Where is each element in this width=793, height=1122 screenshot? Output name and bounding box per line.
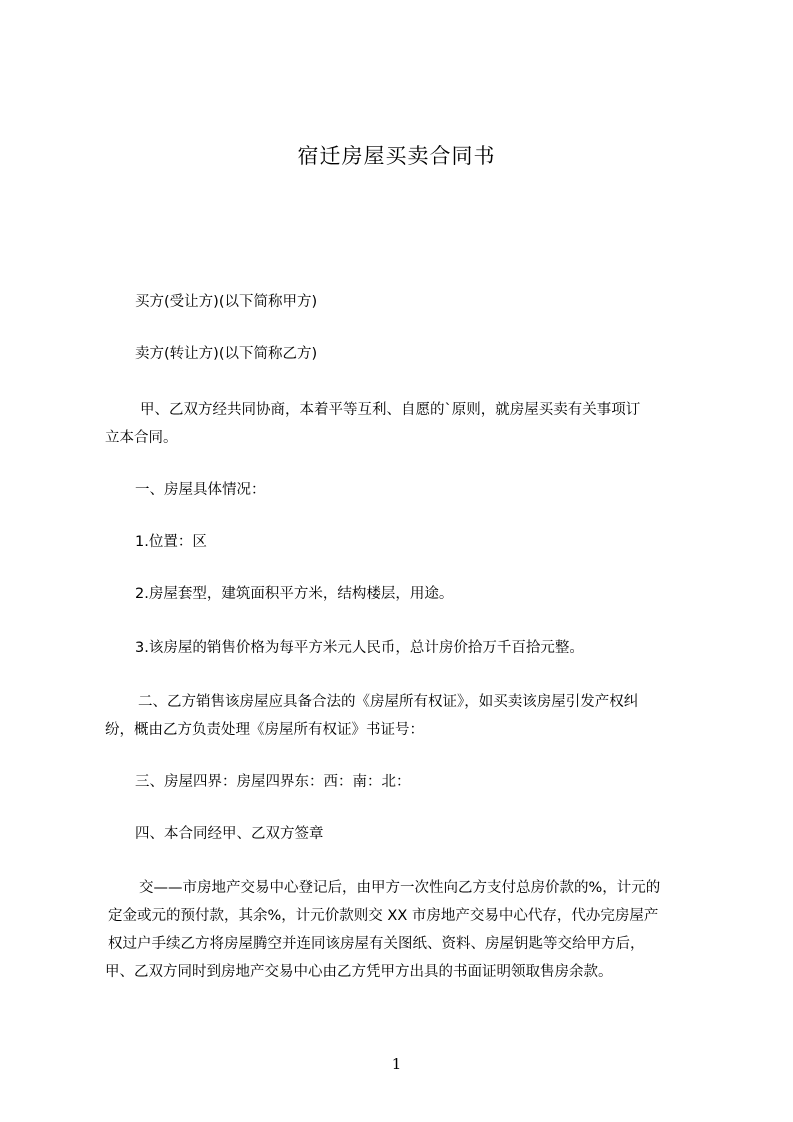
intro-line-2: 立本合同。 <box>105 430 178 446</box>
section-4-line-4: 甲、乙双方同时到房地产交易中心由乙方凭甲方出具的书面证明领取售房余款。 <box>105 964 613 980</box>
section-3-boundaries: 三、房屋四界：房屋四界东：西：南：北： <box>135 774 411 790</box>
section-2-line-2: 纷，概由乙方负责处理《房屋所有权证》书证号： <box>105 722 424 738</box>
section-1-heading: 一、房屋具体情况： <box>135 482 266 498</box>
item-3-price: 3.该房屋的销售价格为每平方米元人民币，总计房价拾万千百拾元整。 <box>135 640 584 656</box>
buyer-line: 买方(受让方)(以下简称甲方) <box>135 294 318 310</box>
section-4-heading: 四、本合同经甲、乙双方签章 <box>135 826 324 842</box>
section-4-line-3: 权过户手续乙方将房屋腾空并连同该房屋有关图纸、资料、房屋钥匙等交给甲方后， <box>108 936 645 952</box>
section-4-line-1: 交——市房地产交易中心登记后，由甲方一次性向乙方支付总房价款的%，计元的 <box>139 880 661 896</box>
item-1-location: 1.位置：区 <box>135 534 207 550</box>
intro-line-1: 甲、乙双方经共同协商，本着平等互利、自愿的`原则，就房屋买卖有关事项订 <box>140 402 641 418</box>
seller-line: 卖方(转让方)(以下简称乙方) <box>135 346 318 362</box>
document-title: 宿迁房屋买卖合同书 <box>297 144 496 168</box>
page-number: 1 <box>391 1055 402 1073</box>
section-4-line-2: 定金或元的预付款，其余%，计元价款则交 XX 市房地产交易中心代存，代办完房屋产 <box>108 908 659 924</box>
item-2-house-type: 2.房屋套型，建筑面积平方米，结构楼层，用途。 <box>135 586 454 602</box>
section-2-line-1: 二、乙方销售该房屋应具备合法的《房屋所有权证》，如买卖该房屋引发产权纠 <box>138 694 639 710</box>
